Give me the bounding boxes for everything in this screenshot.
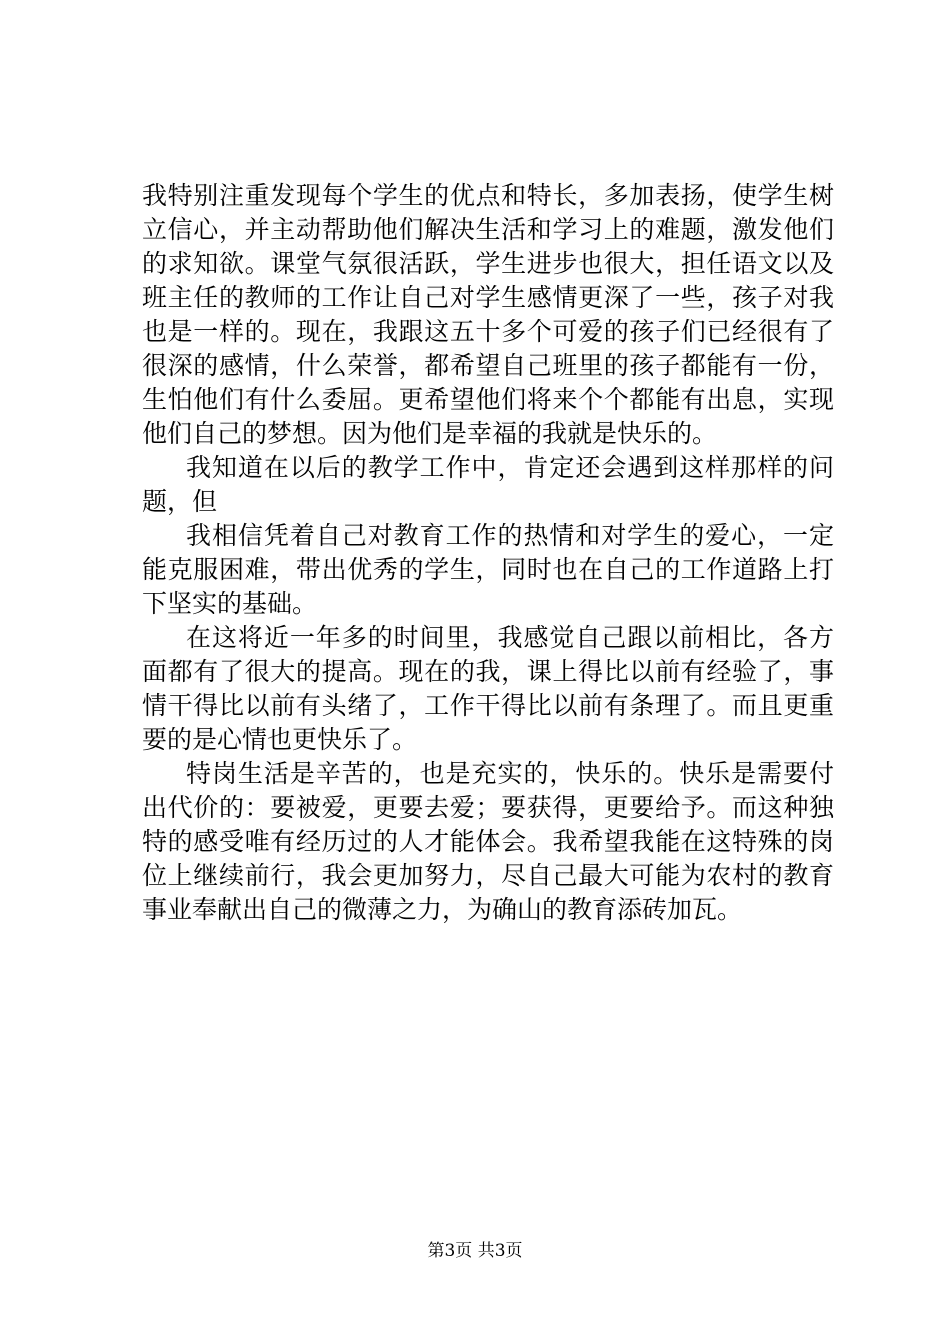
text-line: 的求知欲。课堂气氛很活跃，学生进步也很大，担任语文以及 [142,249,834,278]
text-line: 下坚实的基础。 [142,589,318,618]
text-line: 也是一样的。现在，我跟这五十多个可爱的孩子们已经很有了 [142,317,834,346]
text-line: 班主任的教师的工作让自己对学生感情更深了一些，孩子对我 [142,283,834,312]
text-line: 能克服困难，带出优秀的学生，同时也在自己的工作道路上打 [142,555,834,584]
text-line: 出代价的：要被爱，更要去爱；要获得，更要给予。而这种独 [142,793,834,822]
page-number-footer: 第3页 共3页 [427,1241,523,1261]
text-line: 位上继续前行，我会更加努力，尽自己最大可能为农村的教育 [142,861,834,890]
text-line: 他们自己的梦想。因为他们是幸福的我就是快乐的。 [142,419,718,448]
text-line: 要的是心情也更快乐了。 [142,725,418,754]
text-line: 特岗生活是辛苦的，也是充实的，快乐的。快乐是需要付 [186,759,834,788]
text-line: 在这将近一年多的时间里，我感觉自己跟以前相比，各方 [186,623,834,652]
text-line: 我知道在以后的教学工作中，肯定还会遇到这样那样的问 [186,453,834,482]
text-line: 很深的感情，什么荣誉，都希望自己班里的孩子都能有一份， [142,351,834,380]
text-line: 我相信凭着自己对教育工作的热情和对学生的爱心，一定 [186,521,834,550]
text-line: 事业奉献出自己的微薄之力，为确山的教育添砖加瓦。 [142,895,743,924]
text-line: 面都有了很大的提高。现在的我，课上得比以前有经验了，事 [142,657,834,686]
document-body [142,179,834,927]
text-line: 立信心，并主动帮助他们解决生活和学习上的难题，激发他们 [142,215,834,244]
text-line: 情干得比以前有头绪了，工作干得比以前有条理了。而且更重 [142,691,834,720]
text-line: 题，但 [142,487,218,516]
text-line: 生怕他们有什么委屈。更希望他们将来个个都能有出息，实现 [142,385,834,414]
text-line: 我特别注重发现每个学生的优点和特长，多加表扬，使学生树 [142,181,834,210]
text-line: 特的感受唯有经历过的人才能体会。我希望我能在这特殊的岗 [142,827,834,856]
